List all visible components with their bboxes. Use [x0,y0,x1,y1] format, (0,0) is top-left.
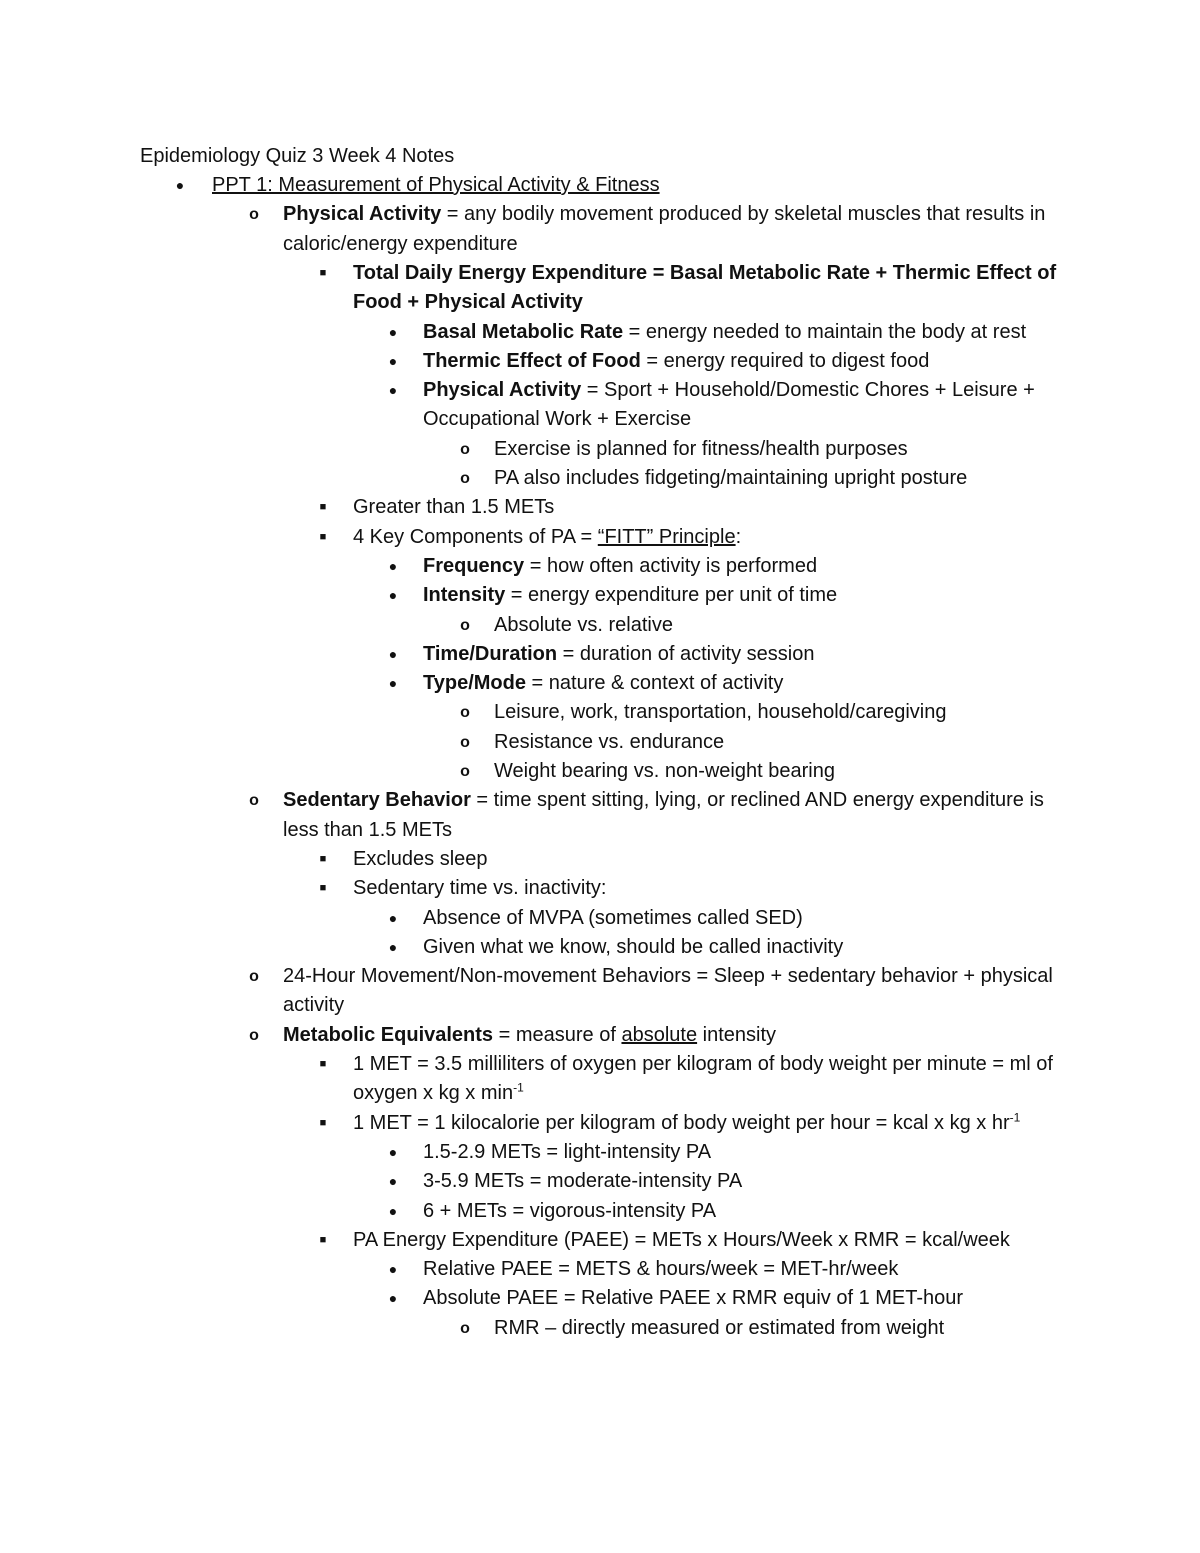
disc-bullet-icon: ● [388,1143,398,1160]
note-text: Weight bearing vs. non-weight bearing [494,760,835,782]
disc-bullet-icon: ● [388,645,398,662]
circle-bullet-icon: o [460,616,470,634]
disc-bullet-icon: ● [175,177,185,193]
outline-item-level-4 [388,1284,1062,1313]
note-text: = Sport + Household/Domestic Chores + Leisure + Occupational Work + Exercise [423,379,1035,431]
page-title: Epidemiology Quiz 3 Week 4 Notes [140,145,455,167]
note-text: = energy needed to maintain the body at rest [623,320,1027,343]
note-text: = how often activity is performed [524,554,818,577]
term-label: Total Daily Energy Expenditure = Basal Metabolic Rate + Thermic Effect of Food + Physical Activity [353,261,1057,314]
disc-bullet-icon: ● [388,1290,398,1307]
circle-bullet-icon: o [249,206,259,224]
disc-bullet-icon: ● [388,675,398,692]
outline-item-level-4 [388,318,1062,347]
outline-item-level-1 [175,171,1062,200]
note-text: “FITT” Principle [597,525,736,548]
square-bullet-icon: ■ [319,852,327,865]
square-bullet-icon: ■ [319,266,327,279]
term-label: Intensity [423,584,506,607]
outline-item-level-5 [460,1314,1062,1343]
outline-item-level-4 [388,1167,1062,1196]
disc-bullet-icon: ● [388,323,398,340]
circle-bullet-icon: o [249,1026,259,1044]
disc-bullet-icon: ● [388,382,398,399]
outline-item-level-2 [249,786,1062,845]
note-text: Sedentary time vs. inactivity: [353,877,607,900]
note-text: = energy expenditure per unit of time [505,584,838,607]
note-text: Relative PAEE = METS & hours/week = MET-hr/week [423,1258,899,1281]
outline-item-level-5 [460,611,1062,640]
outline-item-level-2 [249,962,1062,1021]
outline-item-level-4 [388,640,1062,669]
note-text: Absolute vs. relative [494,613,673,636]
outline-item-level-5 [460,435,1062,464]
outline-item-level-3 [319,493,1062,522]
note-text: 1.5-2.9 METs = light-intensity PA [423,1140,712,1163]
note-text: = time spent sitting, lying, or reclined AND energy expenditure is less than 1.5 METs [283,789,1044,841]
disc-bullet-icon: ● [388,1173,398,1190]
term-label: Metabolic Equivalents [283,1023,494,1046]
outline-item-level-5 [460,464,1062,493]
square-bullet-icon: ■ [319,530,327,543]
circle-bullet-icon: o [460,763,470,780]
disc-bullet-icon: ● [388,352,398,369]
circle-bullet-icon: o [249,968,259,986]
note-text: RMR – directly measured or estimated from weight [494,1316,945,1339]
note-text: Leisure, work, transportation, household/caregiving [494,701,947,724]
circle-bullet-icon: o [460,704,470,722]
square-bullet-icon: ■ [319,882,327,895]
superscript: -1 [513,1080,524,1095]
note-text: Exercise is planned for fitness/health purposes [494,437,908,460]
note-text: = energy required to digest food [640,349,930,372]
term-label: Thermic Effect of Food [423,349,641,372]
circle-bullet-icon: o [460,1319,470,1337]
note-text: : [735,525,742,548]
note-text: PA also includes fidgeting/maintaining upright posture [494,467,968,489]
note-text: Resistance vs. endurance [494,730,725,753]
outline-item-level-3 [319,523,1062,552]
term-label: Time/Duration [423,642,558,665]
note-text: 1 MET = 1 kilocalorie per kilogram of body weight per hour = kcal x kg x hr [353,1111,1010,1134]
note-text: Absence of MVPA (sometimes called SED) [423,906,803,929]
outline-item-level-5 [460,757,1062,786]
term-label: Physical Activity [423,379,582,402]
outline-item-level-4 [388,376,1062,435]
term-label: Type/Mode [423,672,526,695]
outline-item-level-4 [388,1138,1062,1167]
circle-bullet-icon: o [460,440,470,458]
outline-item-level-2 [249,1021,1062,1050]
note-text: Given what we know, should be called inactivity [423,935,844,958]
outline-item-level-4 [388,904,1062,933]
outline-item-level-3 [319,259,1062,318]
outline-item-level-4 [388,669,1062,698]
outline-item-level-4 [388,933,1062,962]
term-label: Frequency [423,554,525,577]
square-bullet-icon: ■ [319,1058,327,1070]
outline-item-level-4 [388,347,1062,376]
term-label: Basal Metabolic Rate [423,320,624,343]
outline-item-level-4 [388,552,1062,581]
term-label: Physical Activity [283,203,442,226]
square-bullet-icon: ■ [319,1233,327,1246]
note-text: = duration of activity session [557,642,815,665]
outline-item-level-3 [319,845,1062,874]
square-bullet-icon: ■ [319,501,327,514]
superscript: -1 [1009,1109,1021,1124]
note-text: 24-Hour Movement/Non-movement Behaviors = Sleep + sedentary behavior + physical activity [283,965,1053,1017]
disc-bullet-icon: ● [388,587,398,604]
disc-bullet-icon: ● [388,557,398,574]
outline-item-level-3 [319,1109,1062,1138]
note-text: = measure of [493,1023,622,1046]
disc-bullet-icon: ● [388,909,398,926]
note-text: 4 Key Components of PA = [353,525,598,548]
circle-bullet-icon: o [249,792,259,810]
outline-item-level-2 [249,200,1062,259]
outline-item-level-5 [460,728,1062,757]
outline-item-level-5 [460,698,1062,727]
term-label: Sedentary Behavior [283,789,471,812]
square-bullet-icon: ■ [319,1116,327,1129]
outline-item-level-3 [319,874,1062,903]
note-text: Excludes sleep [353,847,488,870]
outline-item-level-3 [319,1226,1062,1255]
note-text: Absolute PAEE = Relative PAEE x RMR equiv of 1 MET-hour [423,1287,964,1310]
outline-item-level-4 [388,1197,1062,1226]
note-text: PA Energy Expenditure (PAEE) = METs x Hours/Week x RMR = kcal/week [353,1228,1010,1251]
circle-bullet-icon: o [460,470,470,487]
note-text: Greater than 1.5 METs [353,496,555,519]
disc-bullet-icon: ● [388,938,398,955]
note-text: 1 MET = 3.5 milliliters of oxygen per kilogram of body weight per minute = ml of oxygen x kg x min [353,1053,1053,1105]
outline-item-level-4 [388,1255,1062,1284]
note-text: intensity [697,1023,777,1046]
note-text: 3-5.9 METs = moderate-intensity PA [423,1170,743,1193]
note-text: PPT 1: Measurement of Physical Activity & Fitness [212,174,660,196]
disc-bullet-icon: ● [388,1202,398,1219]
note-text: 6 + METs = vigorous-intensity PA [423,1199,717,1222]
outline-item-level-3 [319,1050,1062,1109]
note-text: = any bodily movement produced by skeletal muscles that results in caloric/energy expenditure [283,203,1046,255]
note-text: absolute [621,1023,698,1046]
circle-bullet-icon: o [460,733,470,751]
disc-bullet-icon: ● [388,1261,398,1278]
note-text: = nature & context of activity [525,672,784,695]
outline-item-level-4 [388,581,1062,610]
